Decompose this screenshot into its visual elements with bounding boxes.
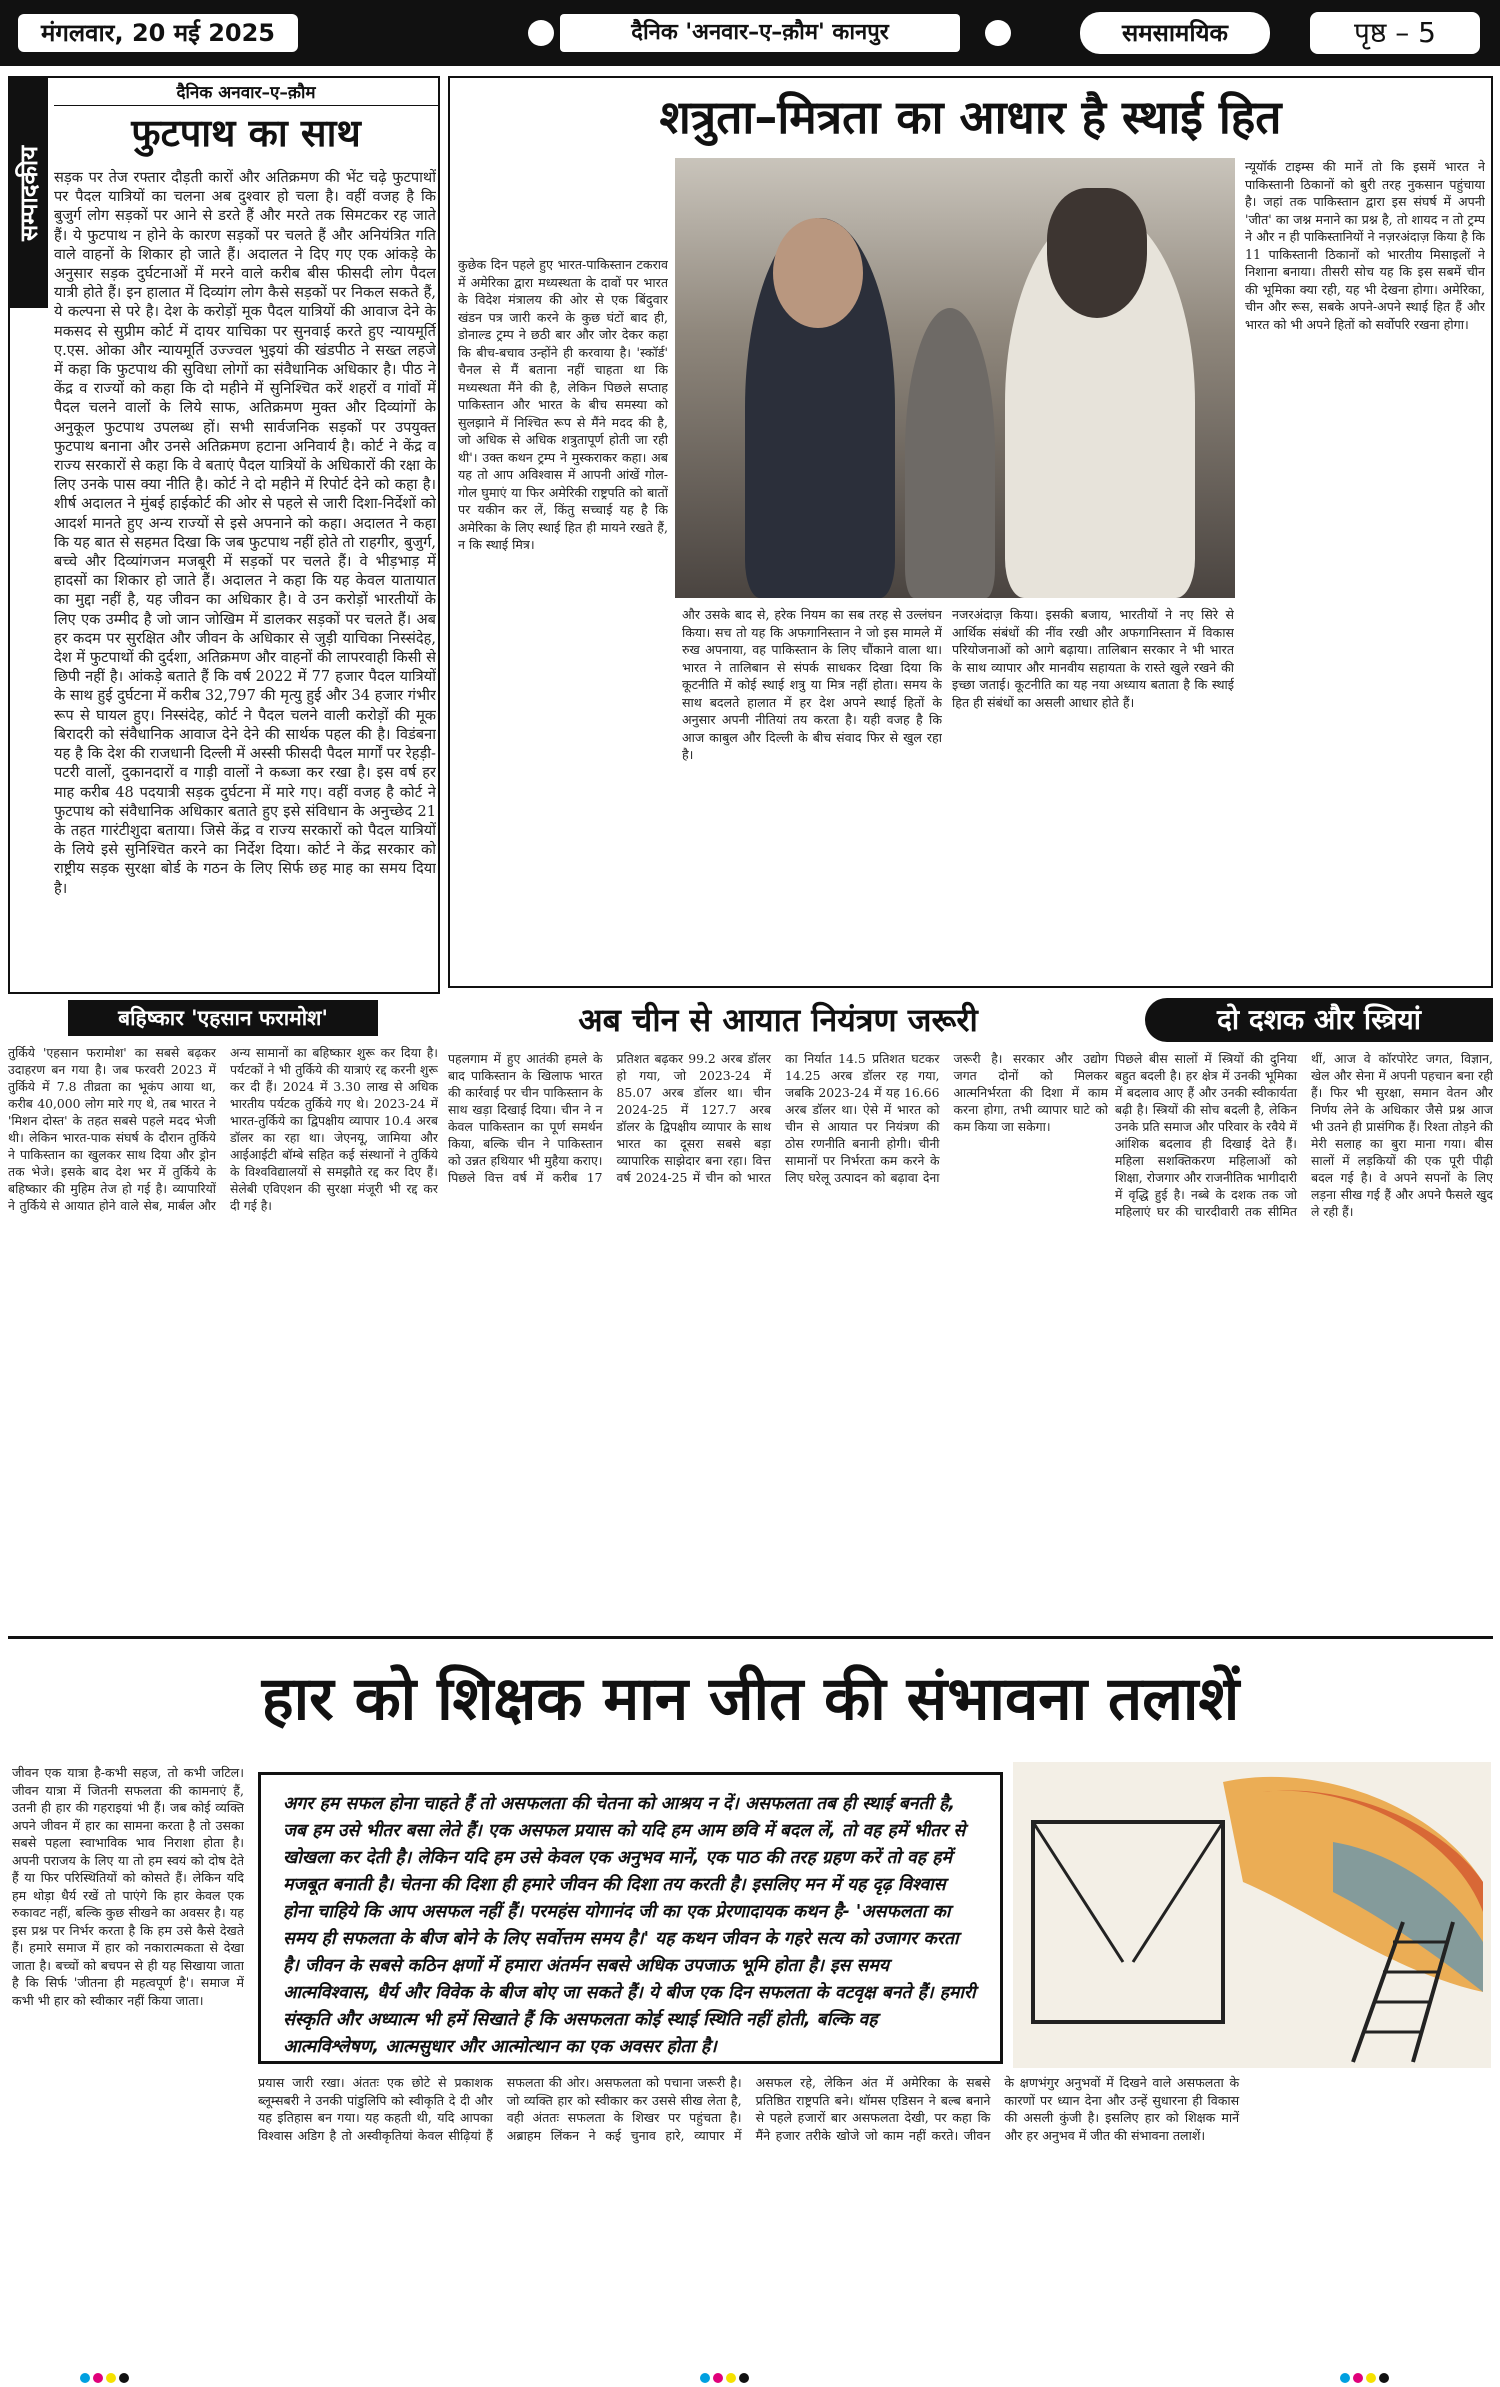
feature-illustration [1013, 1762, 1491, 2068]
china-headline: अब चीन से आयात नियंत्रण जरूरी [578, 1001, 978, 1039]
lead-column-3: नजरअंदाज़ किया। इसकी बजाय, भारतीयों ने नए सिरे से आर्थिक संबंधों की नींव रखी और अफगानिस्तान में विकास परियोजनाओं को आगे बढ़ाया। तालिबान सरकार ने भी भारत के साथ व्यापार और मानवीय सहायता के रास्ते खुले रखने की इच्छा जताई। कूटनीति का यह नया अध्याय बताता है कि स्थाई हित ही संबंधों का असली आधार होते हैं। [952, 607, 1234, 710]
women-body: पिछले बीस सालों में स्त्रियों की दुनिया बहुत बदली है। हर क्षेत्र में उनकी भूमिका में बदलाव आए हैं और उनकी स्वीकार्यता बढ़ी है। स्त्रियों की सोच बदली है, लेकिन उनके प्रति समाज और परिवार के रवैये में आंशिक बदलाव ही दिखाई देते हैं। महिला सशक्तिकरण महिलाओं को शिक्षा, रोजगार और राजनीतिक भागीदारी में वृद्धि हुई है। नब्बे के दशक तक जो महिलाएं घर की चारदीवारी तक सीमित थीं, आज वे कॉरपोरेट जगत, विज्ञान, खेल और सेना में अपनी पहचान बना रही हैं। फिर भी सुरक्षा, समान वेतन और निर्णय लेने के अधिकार जैसे प्रश्न आज भी उतने ही प्रासंगिक हैं। रिश्ता तोड़ने की मेरी सलाह का बुरा माना गया। बीस सालों में लड़कियों की एक पूरी पीढ़ी बदल गई है। वे अपने सपनों के लिए लड़ना सीख गई हैं और अपने फैसले खुद ले रही हैं। [1115, 1051, 1493, 1219]
boycott-article [8, 1000, 438, 1630]
bullet-icon [528, 20, 554, 46]
editorial-body: सड़क पर तेज रफ्तार दौड़ती कारों और अतिक्रमण की भेंट चढ़े फुटपाथों पर पैदल यात्रियों का चलना अब दुश्वार हो चला है। वहीं वजह है कि बुजुर्ग लोग सड़कों पर आने से डरते हैं और मरते तक सिमटकर रह जाते हैं। ये फुटपाथ न होने के कारण सड़कों पर चलते हैं और अनियंत्रित गति वाले वाहनों के शिकार हो जाते हैं। अदालत ने दिए गए एक आंकड़े के अनुसार सड़क दुर्घटनाओं में मरने वाले करीब बीस फीसदी लोग पैदल यात्री होते हैं। इन हालात में दिव्यांग लोग कैसे सड़कों पर निकल सकते हैं, ये कल्पना से परे है। देश के करोड़ों मूक पैदल यात्रियों की आवाज देने के मकसद से सुप्रीम कोर्ट में दायर याचिका पर सुनवाई करते हुए न्यायमूर्ति ए.एस. ओका और न्यायमूर्ति उज्ज्वल भुइयां की खंडपीठ ने सख्त लहजे में कहा कि फुटपाथ की सुविधा लोगों का संवैधानिक अधिकार है। पीठ ने केंद्र व राज्यों को कहा कि दो महीने में सुनिश्चित करें शहरों व गांवों में पैदल चलने वालों के लिये साफ, अतिक्रमण मुक्त और दिव्यांगों के अनुकूल फुटपाथ उपलब्ध हों। सभी सार्वजनिक सड़कों पर उपयुक्त फुटपाथ बनाना और उनसे अतिक्रमण हटाना अनिवार्य है। कोर्ट ने केंद्र व राज्य सरकारों से कहा कि वे बताएं पैदल यात्रियों के अधिकारों की रक्षा के लिए उनके पास क्या नीति है। कोर्ट ने दो महीने में रिपोर्ट देने को कहा है। शीर्ष अदालत ने मुंबई हाईकोर्ट की ओर से पहले से जारी दिशा-निर्देशों को आदर्श मानते हुए अन्य राज्यों से इसे अपनाने को कहा। अदालत ने कहा कि यह बात से सहमत दिखा कि जब फुटपाथ नहीं होते तो राहगीर, बुजुर्ग, बच्चे और दिव्यांगजन मजबूरी में सड़कों पर चलते हैं। वे भीड़भाड़ में हादसों का शिकार हो जाते हैं। अदालत ने कहा कि यह केवल यातायात का मुद्दा नहीं है, यह जीवन का अधिकार है। वे उन करोड़ों भारतीयों के लिए एक उम्मीद है जो जान जोखिम में डालकर सड़कों पर चलते हैं। अब हर कदम पर सुरक्षित और जीवन के अधिकार से जुड़ी याचिका निस्संदेह, देश में फुटपाथों की दुर्दशा, अतिक्रमण और वाहनों की लापरवाही किसी से छिपी नहीं है। आंकड़े बताते हैं कि वर्ष 2022 में 77 हजार पैदल यात्रियों के साथ हुई दुर्घटना में करीब 32,797 की मृत्यु हुई और 34 हजार गंभीर रूप से घायल हुए। निस्संदेह, कोर्ट ने पैदल चलने वाली करोड़ों की मूक बिरादरी को संवैधानिक आवाज देने देने की सार्थक पहल की है। विडंबना यह है कि देश की राजधानी दिल्ली में अस्सी फीसदी पैदल मार्गों पर रेहड़ी-पटरी वालों, दुकानदारों व गाड़ी वालों ने कब्जा कर रखा है। इस वर्ष हर माह करीब 48 पदयात्री सड़क दुर्घटना में मारे गए। वहीं वजह है कोर्ट ने फुटपाथ को संवैधानिक अधिकार बताते हुए इसे संविधान के अनुच्छेद 21 के तहत गारंटीशुदा बताया। जिसे केंद्र व राज्य सरकारों को पैदल यात्रियों के लिये इसे सुनिश्चित करने का निर्देश दिया। कोर्ट ने केंद्र सरकार को राष्ट्रीय सड़क सुरक्षा बोर्ड के गठन के लिए सिर्फ छह माह का समय दिया है। [54, 169, 436, 897]
section-name: समसामयिक [1080, 12, 1270, 54]
editorial-label: सम्पादकीय [10, 78, 48, 308]
lead-column-2: और उसके बाद से, हरेक नियम का सब तरह से उल्लंघन किया। सच तो यह कि अफगानिस्तान ने जो इस मामले में रुख अपनाया, वह पाकिस्तान के लिए चौंकाने वाला था। भारत ने तालिबान से संपर्क साधकर दिखा दिया कि कूटनीति में कोई स्थाई शत्रु या मित्र नहीं होता। समय के साथ बदलते हालात में हर देश अपने स्थाई हितों के अनुसार अपनी नीतियां तय करता है। यही वजह है कि आज काबुल और दिल्ली के बीच संवाद फिर से खुल रहा है। [682, 607, 942, 762]
feature-body: प्रयास जारी रखा। अंततः एक छोटे से प्रकाशक ब्लूम्सबरी ने उनकी पांडुलिपि को स्वीकृति दे दी और यह इतिहास बन गया। यह कहती थी, यदि आपका विश्वास अडिग है तो अस्वीकृतियां केवल सीढ़ियां हैं सफलता की ओर। असफलता को पचाना जरूरी है। जो व्यक्ति हार को स्वीकार कर उससे सीख लेता है, वही अंततः सफलता के शिखर पर पहुंचता है। अब्राहम लिंकन ने कई चुनाव हारे, व्यापार में असफल रहे, लेकिन अंत में अमेरिका के सबसे प्रतिष्ठित राष्ट्रपति बने। थॉमस एडिसन ने बल्ब बनाने से पहले हजारों बार असफलता देखी, पर कहा कि मैंने हजार तरीके खोजे जो काम नहीं करते। जीवन के क्षणभंगुर अनुभवों में दिखने वाले असफलता के कारणों पर ध्यान देना और उन्हें सुधारना ही विकास की असली कुंजी है। इसलिए हार को शिक्षक मानें और हर अनुभव में जीत की संभावना तलाशें। [258, 2075, 1240, 2143]
feature-headline: हार को शिक्षक मान जीत की संभावना तलाशें [261, 1664, 1240, 1734]
china-article [448, 998, 1108, 1628]
boycott-body: तुर्किये 'एहसान फरामोश' का सबसे बढ़कर उदाहरण बन गया है। जब फरवरी 2023 में तुर्किये में 7.8 तीव्रता का भूकंप आया था, करीब 40,000 लोग मारे गए थे, तब भारत ने 'मिशन दोस्त' के तहत सबसे पहले मदद भेजी थी। लेकिन भारत-पाक संघर्ष के दौरान तुर्किये ने पाकिस्तान का खुलकर साथ दिया और ड्रोन तक भेजे। इसके बाद देश भर में तुर्किये के बहिष्कार की मुहिम तेज हो गई है। व्यापारियों ने तुर्किये से आयात होने वाले सेब, मार्बल और अन्य सामानों का बहिष्कार शुरू कर दिया है। पर्यटकों ने भी तुर्किये की यात्राएं रद्द करनी शुरू कर दी हैं। 2024 में 3.30 लाख से अधिक भारतीय पर्यटक तुर्किये गए थे। 2023-24 में भारत-तुर्किये का द्विपक्षीय व्यापार 10.4 अरब डॉलर का रहा था। जेएनयू, जामिया और आईआईटी बॉम्बे सहित कई संस्थानों ने तुर्किये के विश्वविद्यालयों से समझौते रद्द कर दिए हैं। सेलेबी एविएशन की सुरक्षा मंजूरी भी रद्द कर दी गई है। [8, 1045, 438, 1213]
bullet-icon [985, 20, 1011, 46]
print-color-marks [700, 2368, 900, 2382]
editorial-masthead: दैनिक अनवार–ए–क़ौम [54, 80, 438, 106]
window-ladder-illustration [1013, 1762, 1491, 2068]
lead-column-4: न्यूयॉर्क टाइम्स की मानें तो कि इसमें भारत ने पाकिस्तानी ठिकानों को बुरी तरह नुकसान पहुंचाया है। जहां तक पाकिस्तान द्वारा इस संघर्ष में अपनी 'जीत' का जश्न मनाने का प्रश्न है, तो शायद न तो ट्रम्प ने और न ही पाकिस्तानियों ने नज़रअंदाज़ किया है कि 11 पाकिस्तानी ठिकानों को भारतीय मिसाइलों ने निशाना बनाया। तीसरी सोच यह कि इस सबमें चीन की भूमिका क्या रही, यह भी देखना होगा। अमेरिका, चीन और रूस, सबके अपने-अपने स्थाई हित हैं और भारत को भी अपने हितों को सर्वोपरि रखना होगा। [1245, 159, 1485, 332]
divider [8, 1636, 1493, 1639]
feature-article [8, 1644, 1493, 2364]
editorial-box [8, 76, 440, 994]
lead-headline: शत्रुता–मित्रता का आधार है स्थाई हित [659, 90, 1282, 144]
feature-quote: अगर हम सफल होना चाहते हैं तो असफलता की चेतना को आश्रय न दें। असफलता तब ही स्थाई बनती है, जब हम उसे भीतर बसा लेते हैं। एक असफल प्रयास को यदि हम आम छवि में बदल लें, तो वह हमें भीतर से खोखला कर देती है। लेकिन यदि हम उसे केवल एक अनुभव मानें, एक पाठ की तरह ग्रहण करें तो वह हमें मजबूत बनाती है। चेतना की दिशा ही हमारे जीवन की दिशा तय करती है। इसलिए मन में यह दृढ़ विश्वास होना चाहिये कि आप असफल नहीं हैं। परमहंस योगानंद जी का एक प्रेरणादायक कथन है- 'असफलता का समय ही सफलता के बीज बोने के लिए सर्वोत्तम समय है।' यह कथन जीवन के गहरे सत्य को उजागर करता है। जीवन के सबसे कठिन क्षणों में हमारा अंतर्मन सबसे अधिक उपजाऊ भूमि होता है। इस समय आत्मविश्वास, धैर्य और विवेक के बीज बोए जा सकते हैं। ये बीज एक दिन सफलता के वटवृक्ष बनते हैं। हमारी संस्कृति और अध्यात्म भी हमें सिखाते हैं कि असफलता कोई स्थाई स्थिति नहीं होती, बल्कि वह आत्मविश्लेषण, आत्मसुधार और आत्मोत्थान का एक अवसर होता है। [258, 1772, 1003, 2064]
china-body: पहलगाम में हुए आतंकी हमले के बाद पाकिस्तान के खिलाफ भारत की कार्रवाई पर चीन पाकिस्तान के साथ खड़ा दिखाई दिया। चीन ने न केवल पाकिस्तान का पूर्ण समर्थन किया, बल्कि चीन ने पाकिस्तान को उन्नत हथियार भी मुहैया कराए। पिछले वित्त वर्ष में करीब 17 प्रतिशत बढ़कर 99.2 अरब डॉलर हो गया, जो 2023-24 में 85.07 अरब डॉलर था। चीन 2024-25 में 127.7 अरब डॉलर के द्विपक्षीय व्यापार के साथ भारत का दूसरा सबसे बड़ा व्यापारिक साझेदार बना रहा। वित्त वर्ष 2024-25 में चीन को भारत का निर्यात 14.5 प्रतिशत घटकर 14.25 अरब डॉलर रह गया, जबकि 2023-24 में यह 16.66 अरब डॉलर था। ऐसे में भारत को चीन से आयात पर नियंत्रण की ठोस रणनीति बनानी होगी। चीनी सामानों पर निर्भरता कम करने के लिए घरेलू उत्पादन को बढ़ावा देना जरूरी है। सरकार और उद्योग जगत दोनों को मिलकर आत्मनिर्भरता की दिशा में काम करना होगा, तभी व्यापार घाटे को कम किया जा सकेगा। [448, 1051, 1108, 1185]
boycott-label: बहिष्कार 'एहसान फरामोश' [68, 1000, 378, 1036]
issue-date: मंगलवार, 20 मई 2025 [18, 14, 298, 52]
newspaper-name: दैनिक 'अनवार–ए–क़ौम' कानपुर [560, 14, 960, 52]
women-headline: दो दशक और स्त्रियां [1145, 998, 1493, 1042]
feature-intro: जीवन एक यात्रा है-कभी सहज, तो कभी जटिल। जीवन यात्रा में जितनी सफलता की कामनाएं हैं, उतनी ही हार की गहराइयां भी हैं। जब कोई व्यक्ति अपने जीवन में हार का सामना करता है तो उसका सबसे पहला स्वाभाविक भाव निराशा होता है। अपनी पराजय के लिए या तो हम स्वयं को दोष देते हैं या फिर परिस्थितियों को कोसते हैं। लेकिन यदि हम थोड़ा धैर्य रखें तो पाएंगे कि हार केवल एक रुकावट नहीं, बल्कि कुछ सीखने का अवसर है। यह इस प्रश्न पर निर्भर करता है कि हम उसे कैसे देखते हैं। हमारे समाज में हार को नकारात्मकता से देखा जाता है। बच्चों को बचपन से ही यह सिखाया जाता है कि सिर्फ 'जीतना ही महत्वपूर्ण है'। समाज में कभी भी हार को स्वीकार नहीं किया जाता। [12, 1765, 244, 2008]
page-header [0, 0, 1500, 66]
print-color-marks [1340, 2368, 1500, 2382]
lead-photo [675, 158, 1235, 598]
editorial-title: फुटपाथ का साथ [131, 111, 361, 155]
lead-column-1: कुछेक दिन पहले हुए भारत-पाकिस्तान टकराव में अमेरिका द्वारा मध्यस्थता के दावों पर भारत के विदेश मंत्रालय की ओर से एक बिंदुवार खंडन पत्र जारी करने के कुछ घंटों बाद ही, डोनाल्ड ट्रम्प ने छठी बार और जोर देकर कहा कि बीच-बचाव उन्होंने ही करवाया है। 'स्कॉर्ड' चैनल से मैं बताना नहीं चाहता था कि मध्यस्थता मैंने की है, लेकिन पिछले सप्ताह पाकिस्तान और भारत के बीच समस्या को सुलझाने में निश्चित रूप से मैंने मदद की है, जो अधिक से अधिक शत्रुतापूर्ण होती जा रही थी'। उक्त कथन ट्रम्प ने मुस्कराकर कहा। अब यह तो आप अविश्वास में आपनी आंखें गोल-गोल घुमाएं या फिर अमेरिकी राष्ट्रपति को बातों पर यकीन कर लें, किंतु सच्चाई यह है कि अमेरिका के लिए स्थाई हित ही मायने रखते हैं, न कि स्थाई मित्र। [458, 257, 668, 552]
page-number: पृष्ठ – 5 [1310, 12, 1480, 54]
print-color-marks [80, 2368, 280, 2382]
women-article [1115, 998, 1493, 1628]
lead-story [448, 76, 1493, 988]
